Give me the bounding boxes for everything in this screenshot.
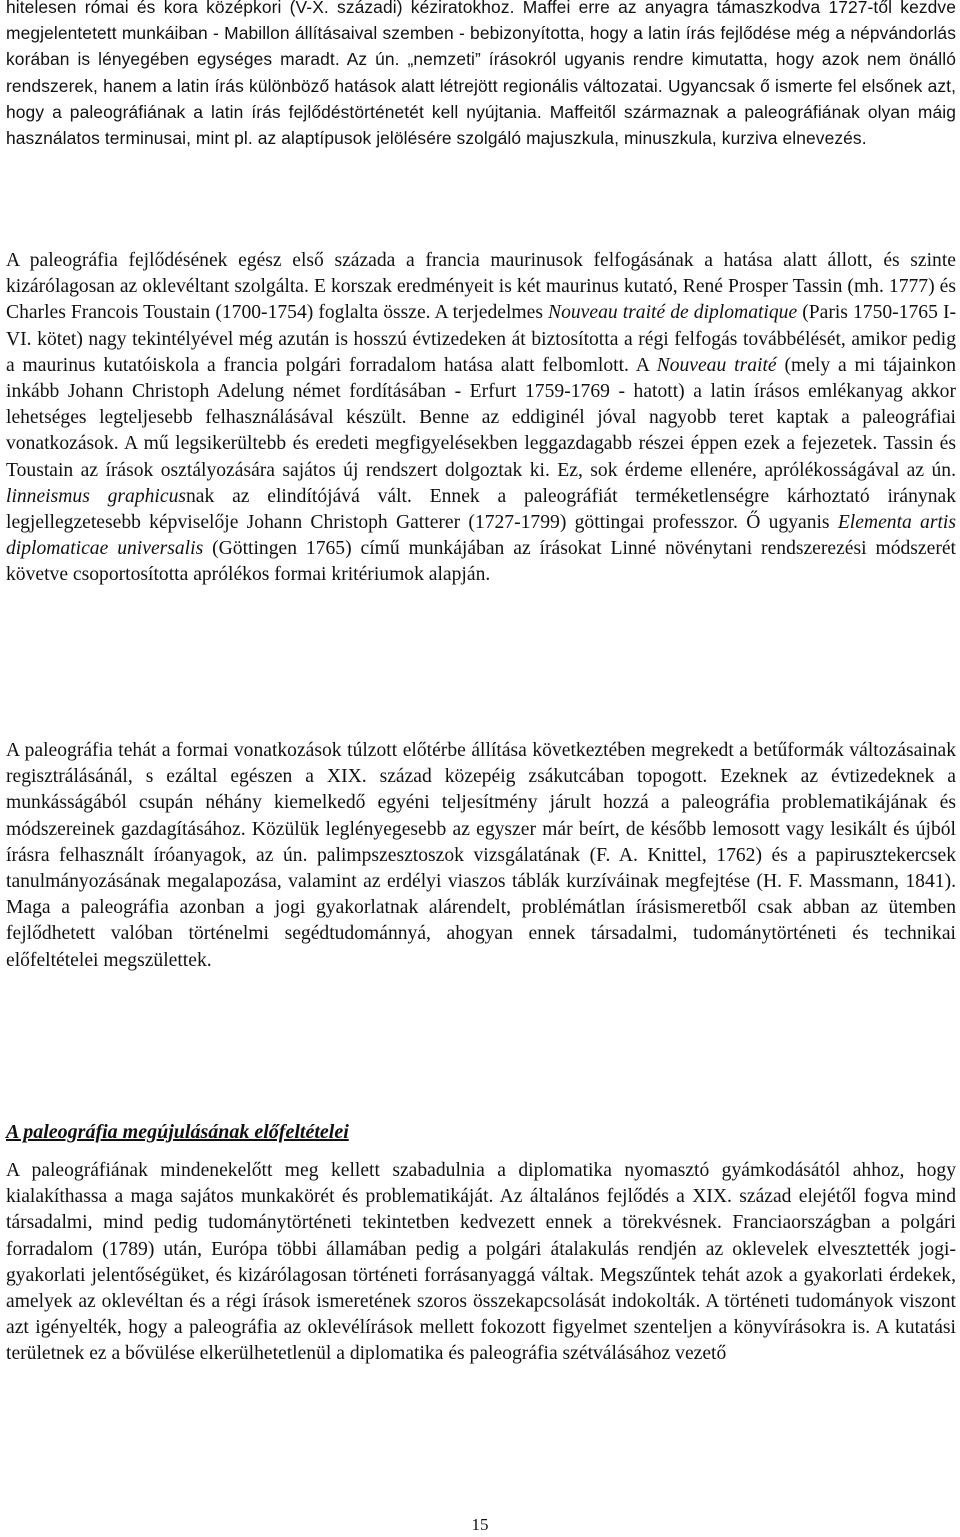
book-title-nouveau-traite-de-diplomatique: Nouveau traité de diplomatique <box>548 302 798 324</box>
paragraph-2-text-b: (Paris 1750-1765 I-VI. kötet) nagy tekintélyével még azután is hosszú évtizedeken át biztosította a régi felfogás továbbélését, amikor pedig a maurinus kutatóiskola a francia polgári forradalom hatása alatt felbomlott. A <box>6 302 956 376</box>
paragraph-2-text-d: nak az elindítójává vált. Ennek a paleográfiát terméketlenségre kárhoztató iránynak legjellegzetesebb képviselője Johann Christoph Gatterer (1727-1799) göttingai professzor. Ő ugyanis <box>6 485 956 534</box>
paragraph-2 <box>6 248 956 589</box>
paragraph-2-text-a: A paleográfia fejlődésének egész első százada a francia maurinusok felfogásának a hatása alatt állott, és szinte kizárólagosan az oklevéltant szolgálta. E korszak eredményeit is két maurinus kutató, René Prosper Tassin (mh. 1777) és Charles Francois Toustain (1700-1754) foglalta össze. A terjedelmes <box>6 250 956 324</box>
paragraph-3: A paleográfia tehát a formai vonatkozások túlzott előtérbe állítása következtében megrekedt a betűformák változásainak regisztrálásánál, s ezáltal egészen a XIX. század közepéig zsákutcában topogott. Ezeknek az évtizedeknek a munkásságából csupán néhány kiemelkedő egyéni teljesítmény járult hozzá a paleográfia problematikájának és módszereinek gazdagításához. Közülük leglényegesebb az egyszer már beírt, de később lemosott vagy lesikált és újból írásra felhasznált íróanyagok, az ún. palimpszesztoszok vizsgálatának (F. A. Knittel, 1762) és a papirusztekercsek tanulmányozásának megalapozása, valamint az erdélyi viaszos táblák kurzíváinak megfejtése (H. F. Massmann, 1841). Maga a paleográfia azonban a jogi gyakorlatnak alárendelt, problémátlan írásismeretből csak abban az ütemben fejlődhetett valóban történelmi segédtudománnyá, ahogyan ennek társadalmi, tudománytörténeti és technikai előfeltételei megszülettek. <box>6 740 956 971</box>
paragraph-1: hitelesen római és kora középkori (V-X. századi) kéziratokhoz. Maffei erre az anyagra támaszkodva 1727-től kezdve megjelentetett munkáiban - Mabillon állításaival szemben - bebizonyította, hogy a latin írás fejlődése még a népvándorlás korában is lényegében egységes maradt. Az ún. „nemzeti” írásokról ugyanis rendre kimutatta, hogy azok nem önálló rendszerek, hanem a latin írás különböző hatások alatt létrejött regionális változatai. Ugyancsak ő ismerte fel elsőnek azt, hogy a paleográfiának a latin írás fejlődéstörténetét kell nyújtania. Maffeitől származnak a paleográfiának olyan máig használatos terminusai, mint pl. az alaptípusok jelölésére szolgáló majuszkula, minuszkula, kurziva elnevezés. <box>6 0 956 149</box>
paragraph-2-text-e: (Göttingen 1765) című munkájában az írásokat Linné növénytani rendszerezési módszerét követve csoportosította aprólékos formai kritériumok alapján. <box>6 538 956 586</box>
book-title-elementa: Elementa artis diplomaticae universalis <box>6 512 956 560</box>
page-number: 15 <box>471 1515 489 1534</box>
section-heading: A paleográfia megújulásának előfeltételei <box>6 1121 349 1143</box>
book-title-nouveau-traite: Nouveau traité <box>656 354 777 376</box>
term-linneismus-graphicus: linneismus graphicus <box>6 485 186 507</box>
paragraph-4: A paleográfiának mindenekelőtt meg kellett szabadulnia a diplomatika nyomasztó gyámkodásától ahhoz, hogy kialakíthassa a maga sajátos munkakörét és problematikáját. Az általános fejlődés a XIX. század elejétől fogva mind társadalmi, mind pedig tudománytörténeti tekintetben kedvezett ennek a törekvésnek. Franciaországban a polgári forradalom (1789) után, Európa többi államában pedig a polgári átalakulás rendjén az oklevelek elvesztették jogi-gyakorlati jelentőségüket, és kizárólagosan történeti forrásanyaggá váltak. Megszűntek tehát azok a gyakorlati érdekek, amelyek az oklevéltan és a régi írások ismeretének szoros összekapcsolását indokolták. A történeti tudományok viszont azt igényelték, hogy a paleográfia az oklevélírások mellett fokozott figyelmet szenteljen a könyvírásokra is. A kutatási területnek ez a bővülése elkerülhetetlenül a diplomatika és paleográfia szétválásához vezető <box>6 1160 956 1365</box>
paragraph-2-text-c: (mely a mi tájainkon inkább Johann Christoph Adelung német fordításában - Erfurt 1759-1769 - hatott) a latin írásos emlékanyag akkor lehetséges legteljesebb felhasználásával készült. Benne az eddiginél jóval nagyobb teret kaptak a paleográfiai vonatkozások. A mű legsikerültebb és eredeti megfigyelésekben leggazdagabb részei éppen ezek a fejezetek. Tassin és Toustain az írások osztályozására sajátos új rendszert dolgoztak ki. Ez, sok érdeme ellenére, aprólékosságával az ún. <box>6 354 957 481</box>
